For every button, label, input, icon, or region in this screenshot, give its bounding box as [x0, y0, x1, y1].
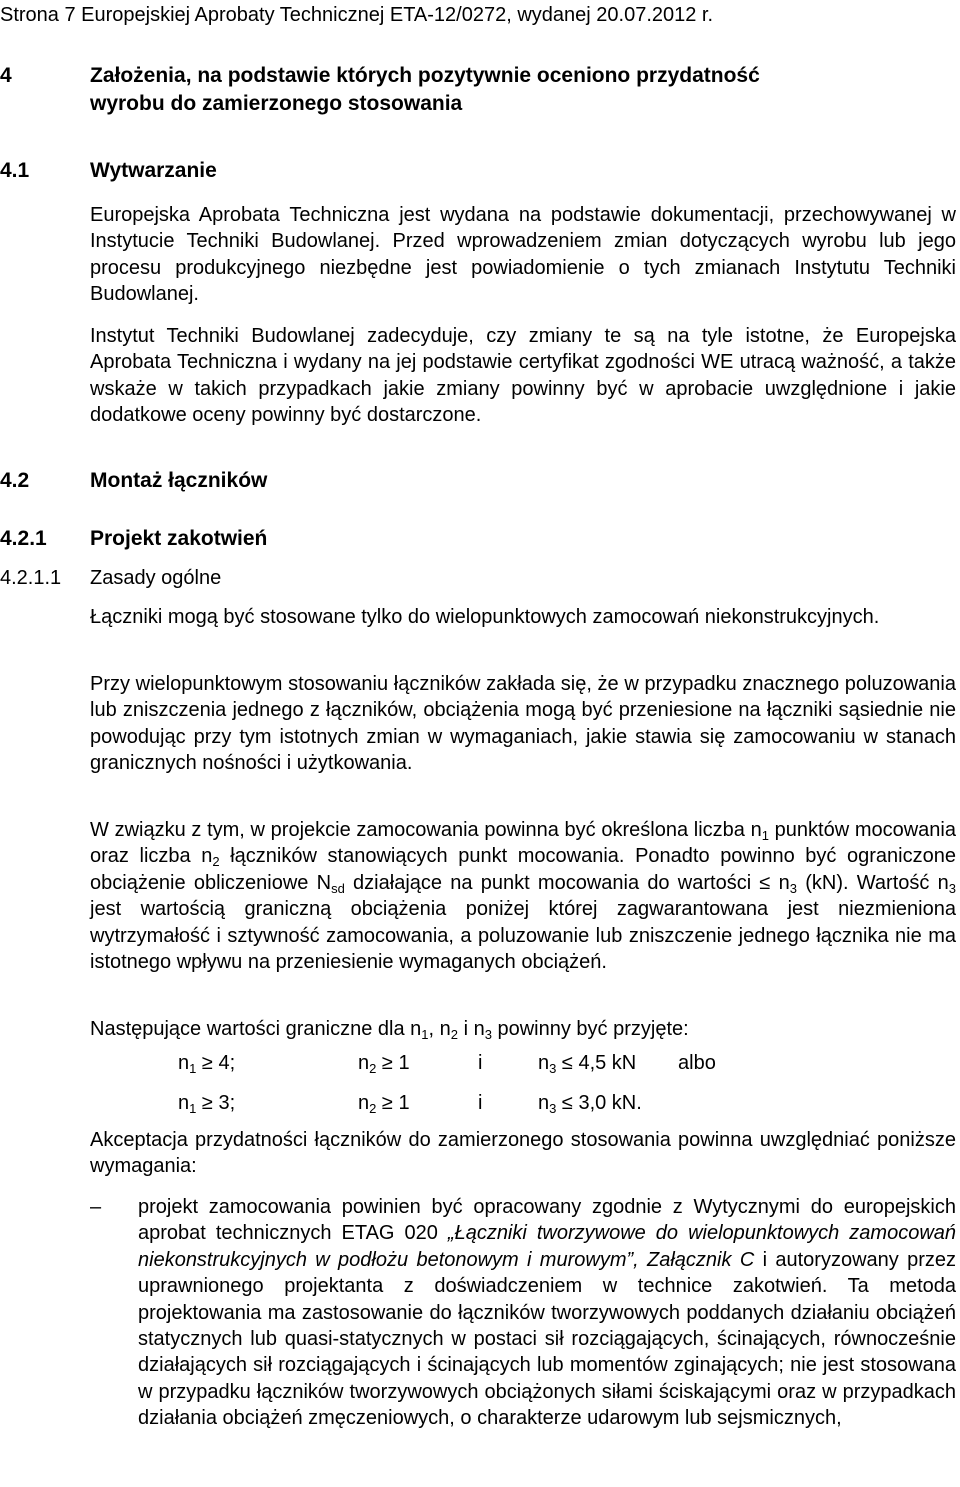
paragraph-4-1-1: Europejska Aprobata Techniczna jest wydana na podstawie dokumentacji, przechowywanej w Instytucie Techniki Budowlanej. Przed wprowadzeniem zmian dotyczących wyrobu lub jego procesu produkcyjnego niezbędne jest powiadomienie o tych zmianach Instytutu Techniki Budowlanej.	[90, 204, 956, 306]
section-title: Projekt zakotwień	[90, 527, 268, 550]
section-4-1-heading	[0, 157, 960, 185]
paragraph-4-1-2: Instytut Techniki Budowlanej zadecyduje, czy zmiany te są na tyle istotne, że Europejska Aprobata Techniczna i wydany na jej podstawie certyfikat zgodności WE utracą ważność, a także wskaże w takich przypadkach jakie zmiany powinny być w aprobacie uwzględnione i jakie dodatkowe oceny powinny być dostarczone.	[90, 325, 956, 427]
section-title: Montaż łączników	[90, 469, 268, 492]
formula-tail: albo	[678, 1052, 716, 1074]
paragraph-4-2-1-1-2: Przy wielopunktowym stosowaniu łączników zakłada się, że w przypadku znacznego poluzowania lub zniszczenia jednego z łączników, obciążenia mogą być przeniesione na łączniki sąsiednie nie powodując przy tym istotnych zmian w wymaganiach, jakie stawia się zamocowaniu w stanach granicznych nośności i użytkowania.	[90, 673, 956, 775]
paragraph-4-2-1-1-4: Następujące wartości graniczne dla $n_1$, $n_2$ i $n_3$ powinny być przyjęte:	[90, 1018, 689, 1042]
section-4-2-1-1-heading	[0, 565, 960, 593]
section-number: 4	[0, 64, 12, 87]
section-number: 4.2	[0, 469, 30, 492]
section-4-heading	[0, 62, 960, 122]
formula-i: i	[478, 1052, 483, 1074]
paragraph-4-2-1-1-5: Akceptacja przydatności łączników do zamierzonego stosowania powinna uwzględniać poniższe wymagania:	[90, 1129, 956, 1178]
section-number: 4.1	[0, 159, 30, 182]
section-number: 4.2.1.1	[0, 567, 62, 589]
section-4-2-1-heading	[0, 525, 960, 553]
paragraph-4-2-1-1-1: Łączniki mogą być stosowane tylko do wielopunktowych zamocowań niekonstrukcyjnych.	[90, 606, 880, 628]
section-title: Wytwarzanie	[90, 159, 217, 182]
section-4-2-heading	[0, 467, 960, 495]
formula-n1: $n_1 \ge 3$;	[178, 1092, 236, 1116]
formula-n1: $n_1 \ge 4$;	[178, 1052, 236, 1076]
formula-n3: $n_3 \le 4,5$ kN	[538, 1052, 637, 1076]
formula-row-2	[0, 1090, 960, 1116]
section-title-line1: Założenia, na podstawie których pozytywnie oceniono przydatność	[90, 64, 760, 87]
section-title-line2: wyrobu do zamierzonego stosowania	[90, 92, 463, 115]
bullet-item: projekt zamocowania powinien być opracowany zgodnie z Wytycznymi do europejskich aprobat technicznych ETAG 020 „Łączniki tworzywowe do wielopunktowych zamocowań niekonstrukcyjnych w podłożu betonowym i murowym”, Załącznik C i autoryzowany przez uprawnionego projektanta z doświadczeniem w technice zakotwień. Ta metoda projektowania ma zastosowanie do łączników tworzywowych poddanych działaniu obciążeń statycznych lub quasi-statycznych w postaci sił rozciągających, ścinających, równocześnie działających sił rozciągających i ścinających lub momentów zginających; nie jest stosowana w przypadku łączników tworzywowych obciążonych siłami ściskającymi oraz w przypadkach działania obciążeń zmęczeniowych, o charakterze udarowym lub sejsmicznych,	[138, 1196, 957, 1430]
page-header: Strona 7 Europejskiej Aprobaty Technicznej ETA-12/0272, wydanej 20.07.2012 r.	[0, 4, 714, 26]
bullet-dash: –	[90, 1196, 102, 1218]
paragraph-4-2-1-1-3: W związku z tym, w projekcie zamocowania powinna być określona liczba $n_1$ punktów mocowania oraz liczba $n_2$ łączników stanowiących punkt mocowania. Ponadto powinno być ograniczone obciążenie obliczeniowe $N_{sd}$ działające na punkt mocowania do wartości ≤ $n_3$ (kN). Wartość $n_3$ jest wartością graniczną obciążenia poniżej której zagwarantowana jest niezmieniona wytrzymałość i sztywność zamocowania, a poluzowanie lub zniszczenie jednego łącznika nie ma istotnego wpływu na przeniesienie wymaganych obciążeń.	[90, 819, 956, 974]
formula-i: i	[478, 1092, 483, 1114]
section-number: 4.2.1	[0, 527, 47, 550]
formula-n3: $n_3 \le 3,0$ kN.	[538, 1092, 642, 1116]
section-title: Zasady ogólne	[90, 567, 222, 589]
formula-row-1	[0, 1050, 960, 1076]
formula-n2: $n_2 \ge 1$	[358, 1052, 410, 1076]
formula-n2: $n_2 \ge 1$	[358, 1092, 410, 1116]
